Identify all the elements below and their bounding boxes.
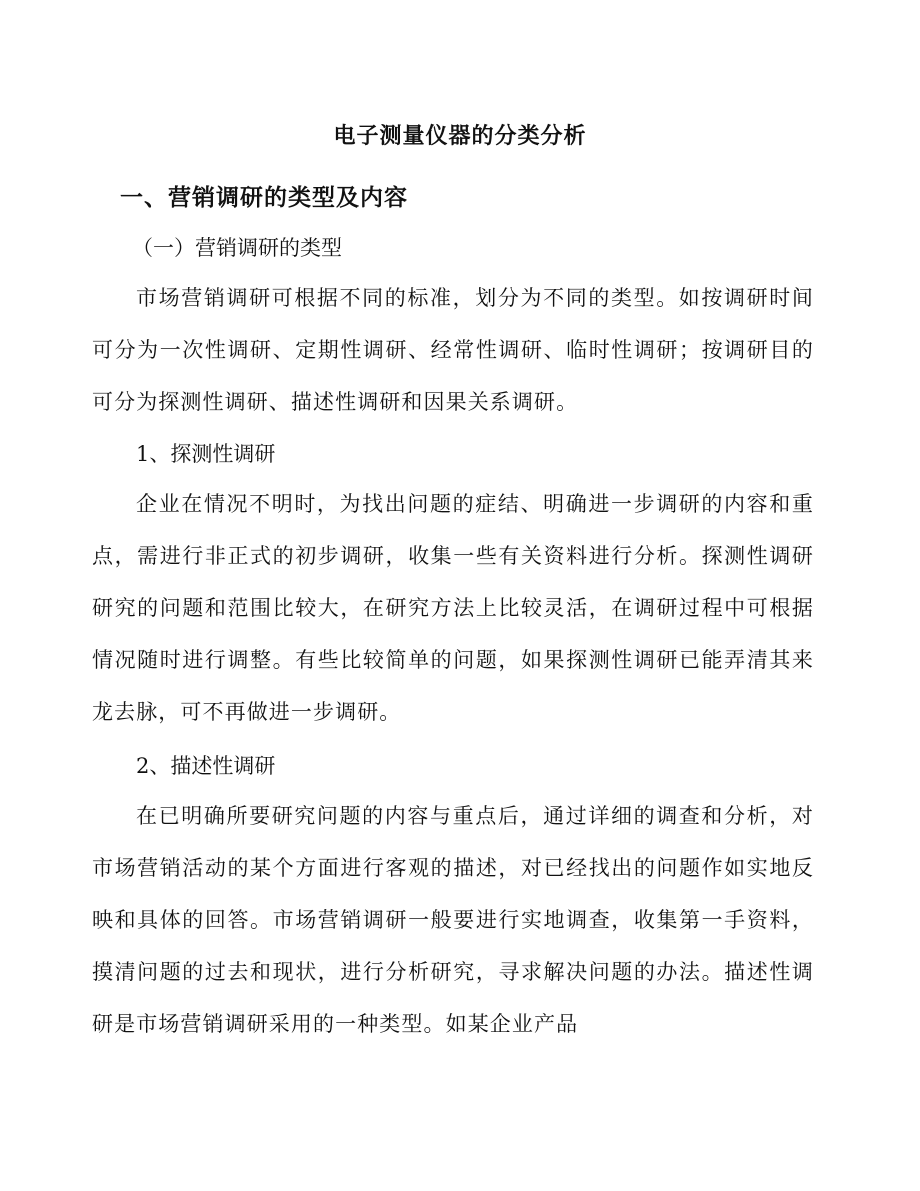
section-heading-marketing-research: 一、营销调研的类型及内容: [120, 184, 408, 211]
subsection-heading-research-types: （一）营销调研的类型: [132, 236, 342, 260]
paragraph-descriptive: 在已明确所要研究问题的内容与重点后，通过详细的调查和分析，对市场营销活动的某个方面进行客观的描述，对已经找出的问题作如实地反映和具体的回答。市场营销调研一般要进行实地调查，收集第一手资料，摸清问题的过去和现状，进行分析研究，寻求解决问题的办法。描述性调研是市场营销调研采用的一种类型。如某企业产品: [92, 804, 814, 1036]
item-heading-descriptive: 2、描述性调研: [136, 754, 276, 778]
paragraph-intro: 市场营销调研可根据不同的标准，划分为不同的类型。如按调研时间可分为一次性调研、定期性调研、经常性调研、临时性调研；按调研目的可分为探测性调研、描述性调研和因果关系调研。: [92, 286, 814, 414]
paragraph-exploratory: 企业在情况不明时，为找出问题的症结、明确进一步调研的内容和重点，需进行非正式的初步调研，收集一些有关资料进行分析。探测性调研研究的问题和范围比较大，在研究方法上比较灵活，在调研过程中可根据情况随时进行调整。有些比较简单的问题，如果探测性调研已能弄清其来龙去脉，可不再做进一步调研。: [92, 492, 814, 724]
item-heading-exploratory: 1、探测性调研: [136, 442, 276, 466]
document-title: 电子测量仪器的分类分析: [333, 123, 587, 149]
